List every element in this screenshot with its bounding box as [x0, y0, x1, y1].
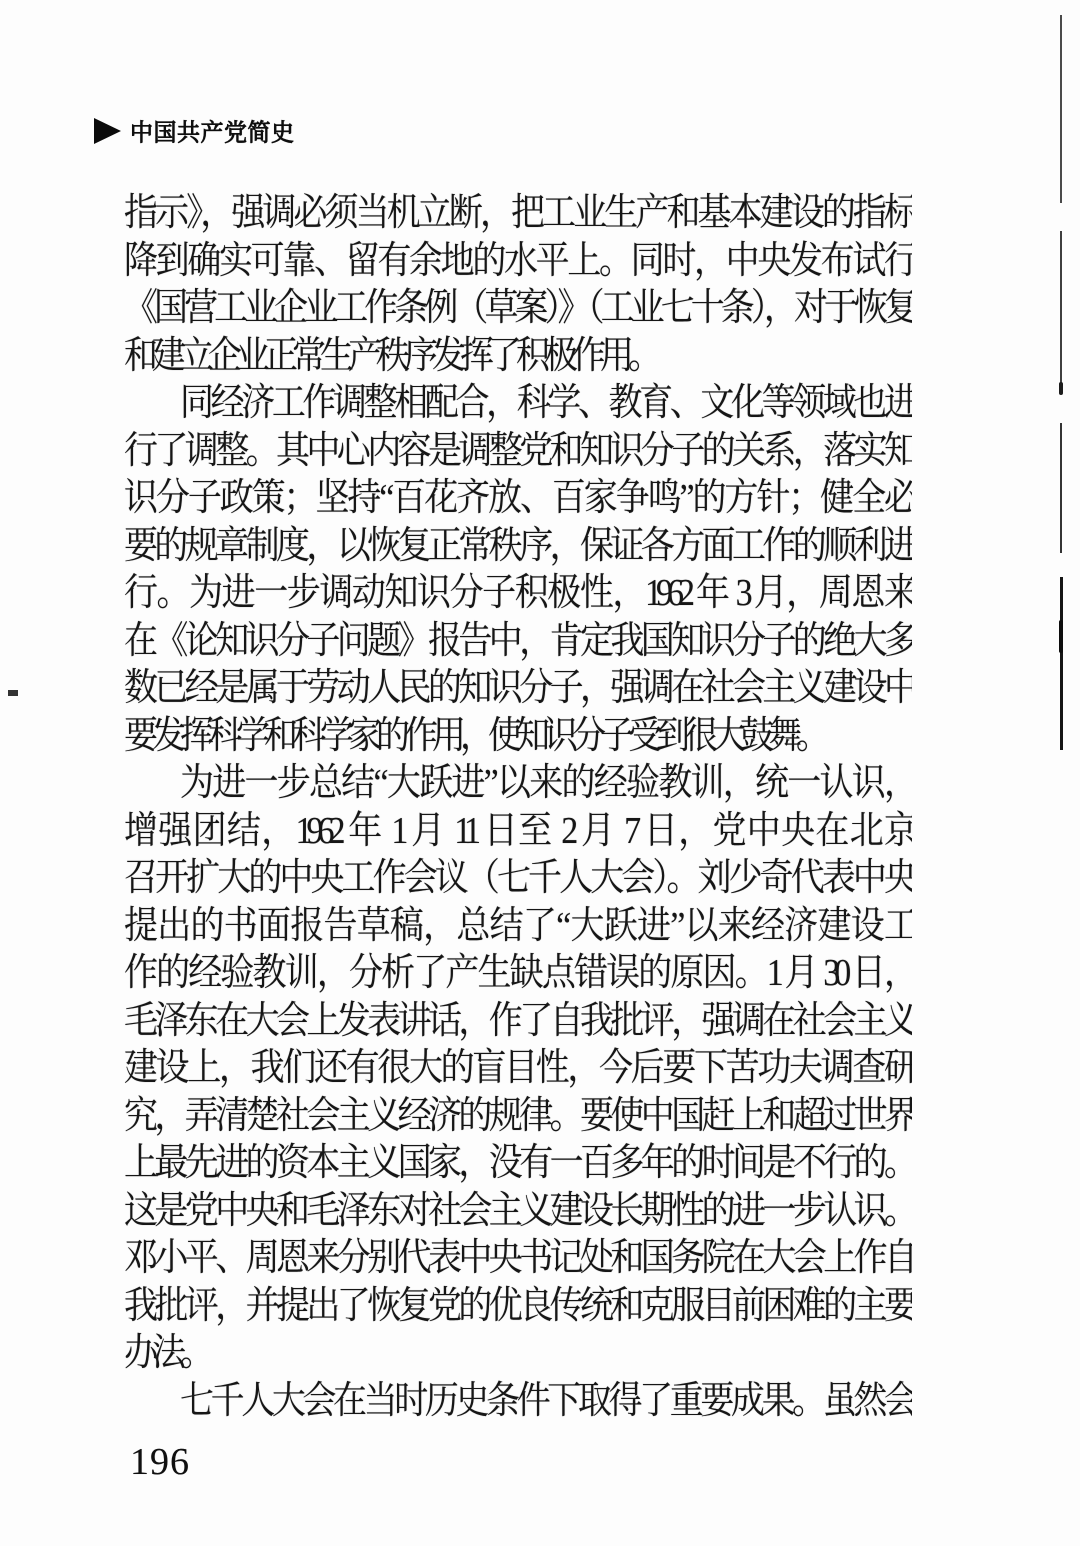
scan-blob-artifact [1059, 382, 1063, 395]
text-line: 要的规章制度，以恢复正常秩序，保证各方面工作的顺利进 [124, 525, 912, 567]
text-line: 增强团结，1962 年 1 月 11 日至 2 月 7 日，党中央在北京 [124, 810, 912, 852]
text-line: 上最先进的资本主义国家，没有一百多年的时间是不行的。 [124, 1142, 912, 1185]
text-line: 识分子政策；坚持“百花齐放、百家争鸣”的方针；健全必 [124, 477, 912, 520]
scan-line-artifact [1060, 423, 1062, 553]
scan-line-artifact [1060, 577, 1063, 750]
text-line: 提出的书面报告草稿，总结了“大跃进”以来经济建设工 [124, 905, 912, 947]
text-line: 指示》，强调必须当机立断，把工业生产和基本建设的指标 [124, 192, 912, 235]
text-line: 行。为进一步调动知识分子积极性，1962 年 3 月，周恩来 [124, 572, 912, 615]
text-line: 究，弄清楚社会主义经济的规律。要使中国赶上和超过世界 [124, 1095, 912, 1137]
text-line: 建设上，我们还有很大的盲目性，今后要下苦功夫调查研 [124, 1047, 912, 1090]
text-line: 数已经是属于劳动人民的知识分子，强调在社会主义建设中 [124, 667, 912, 710]
scan-blob-artifact [1059, 620, 1063, 653]
text-line: 和建立企业正常生产秩序发挥了积极作用。 [124, 335, 656, 377]
text-line: 降到确实可靠、留有余地的水平上。同时，中央发布试行 [124, 240, 912, 282]
text-line: 要发挥科学和科学家的作用，使知识分子受到很大鼓舞。 [124, 715, 824, 757]
text-line: 七千人大会在当时历史条件下取得了重要成果。虽然会 [180, 1380, 912, 1422]
text-line: 行了调整。其中心内容是调整党和知识分子的关系，落实知 [124, 430, 912, 472]
text-line: 我批评，并提出了恢复党的优良传统和克服目前困难的主要 [124, 1285, 912, 1327]
text-line: 在《论知识分子问题》报告中，肯定我国知识分子的绝大多 [124, 620, 912, 662]
page-number: 196 [130, 1441, 190, 1483]
scan-line-artifact [1060, 15, 1062, 203]
right-triangle-icon [94, 118, 121, 144]
text-line: 召开扩大的中央工作会议（七千人大会）。刘少奇代表中央 [124, 857, 912, 900]
text-line: 为进一步总结“大跃进”以来的经验教训，统一认识， [180, 762, 912, 805]
text-line: 作的经验教训，分析了产生缺点错误的原因。1 月 30 日， [124, 952, 912, 995]
body-text-block [124, 190, 912, 1425]
text-line: 这是党中央和毛泽东对社会主义建设长期性的进一步认识。 [124, 1190, 912, 1232]
text-line: 毛泽东在大会上发表讲话，作了自我批评，强调在社会主义 [124, 1000, 912, 1042]
scan-dash-artifact [8, 690, 18, 696]
text-line: 办法。 [124, 1332, 208, 1375]
text-line: 《国营工业企业工作条例（草案）》（工业七十条），对于恢复 [124, 287, 912, 330]
scan-line-artifact [1060, 231, 1062, 393]
running-head [94, 114, 295, 147]
book-title: 中国共产党简史 [130, 118, 295, 146]
text-line: 同经济工作调整相配合，科学、教育、文化等领域也进 [180, 382, 912, 425]
text-line: 邓小平、周恩来分别代表中央书记处和国务院在大会上作自 [124, 1237, 912, 1280]
